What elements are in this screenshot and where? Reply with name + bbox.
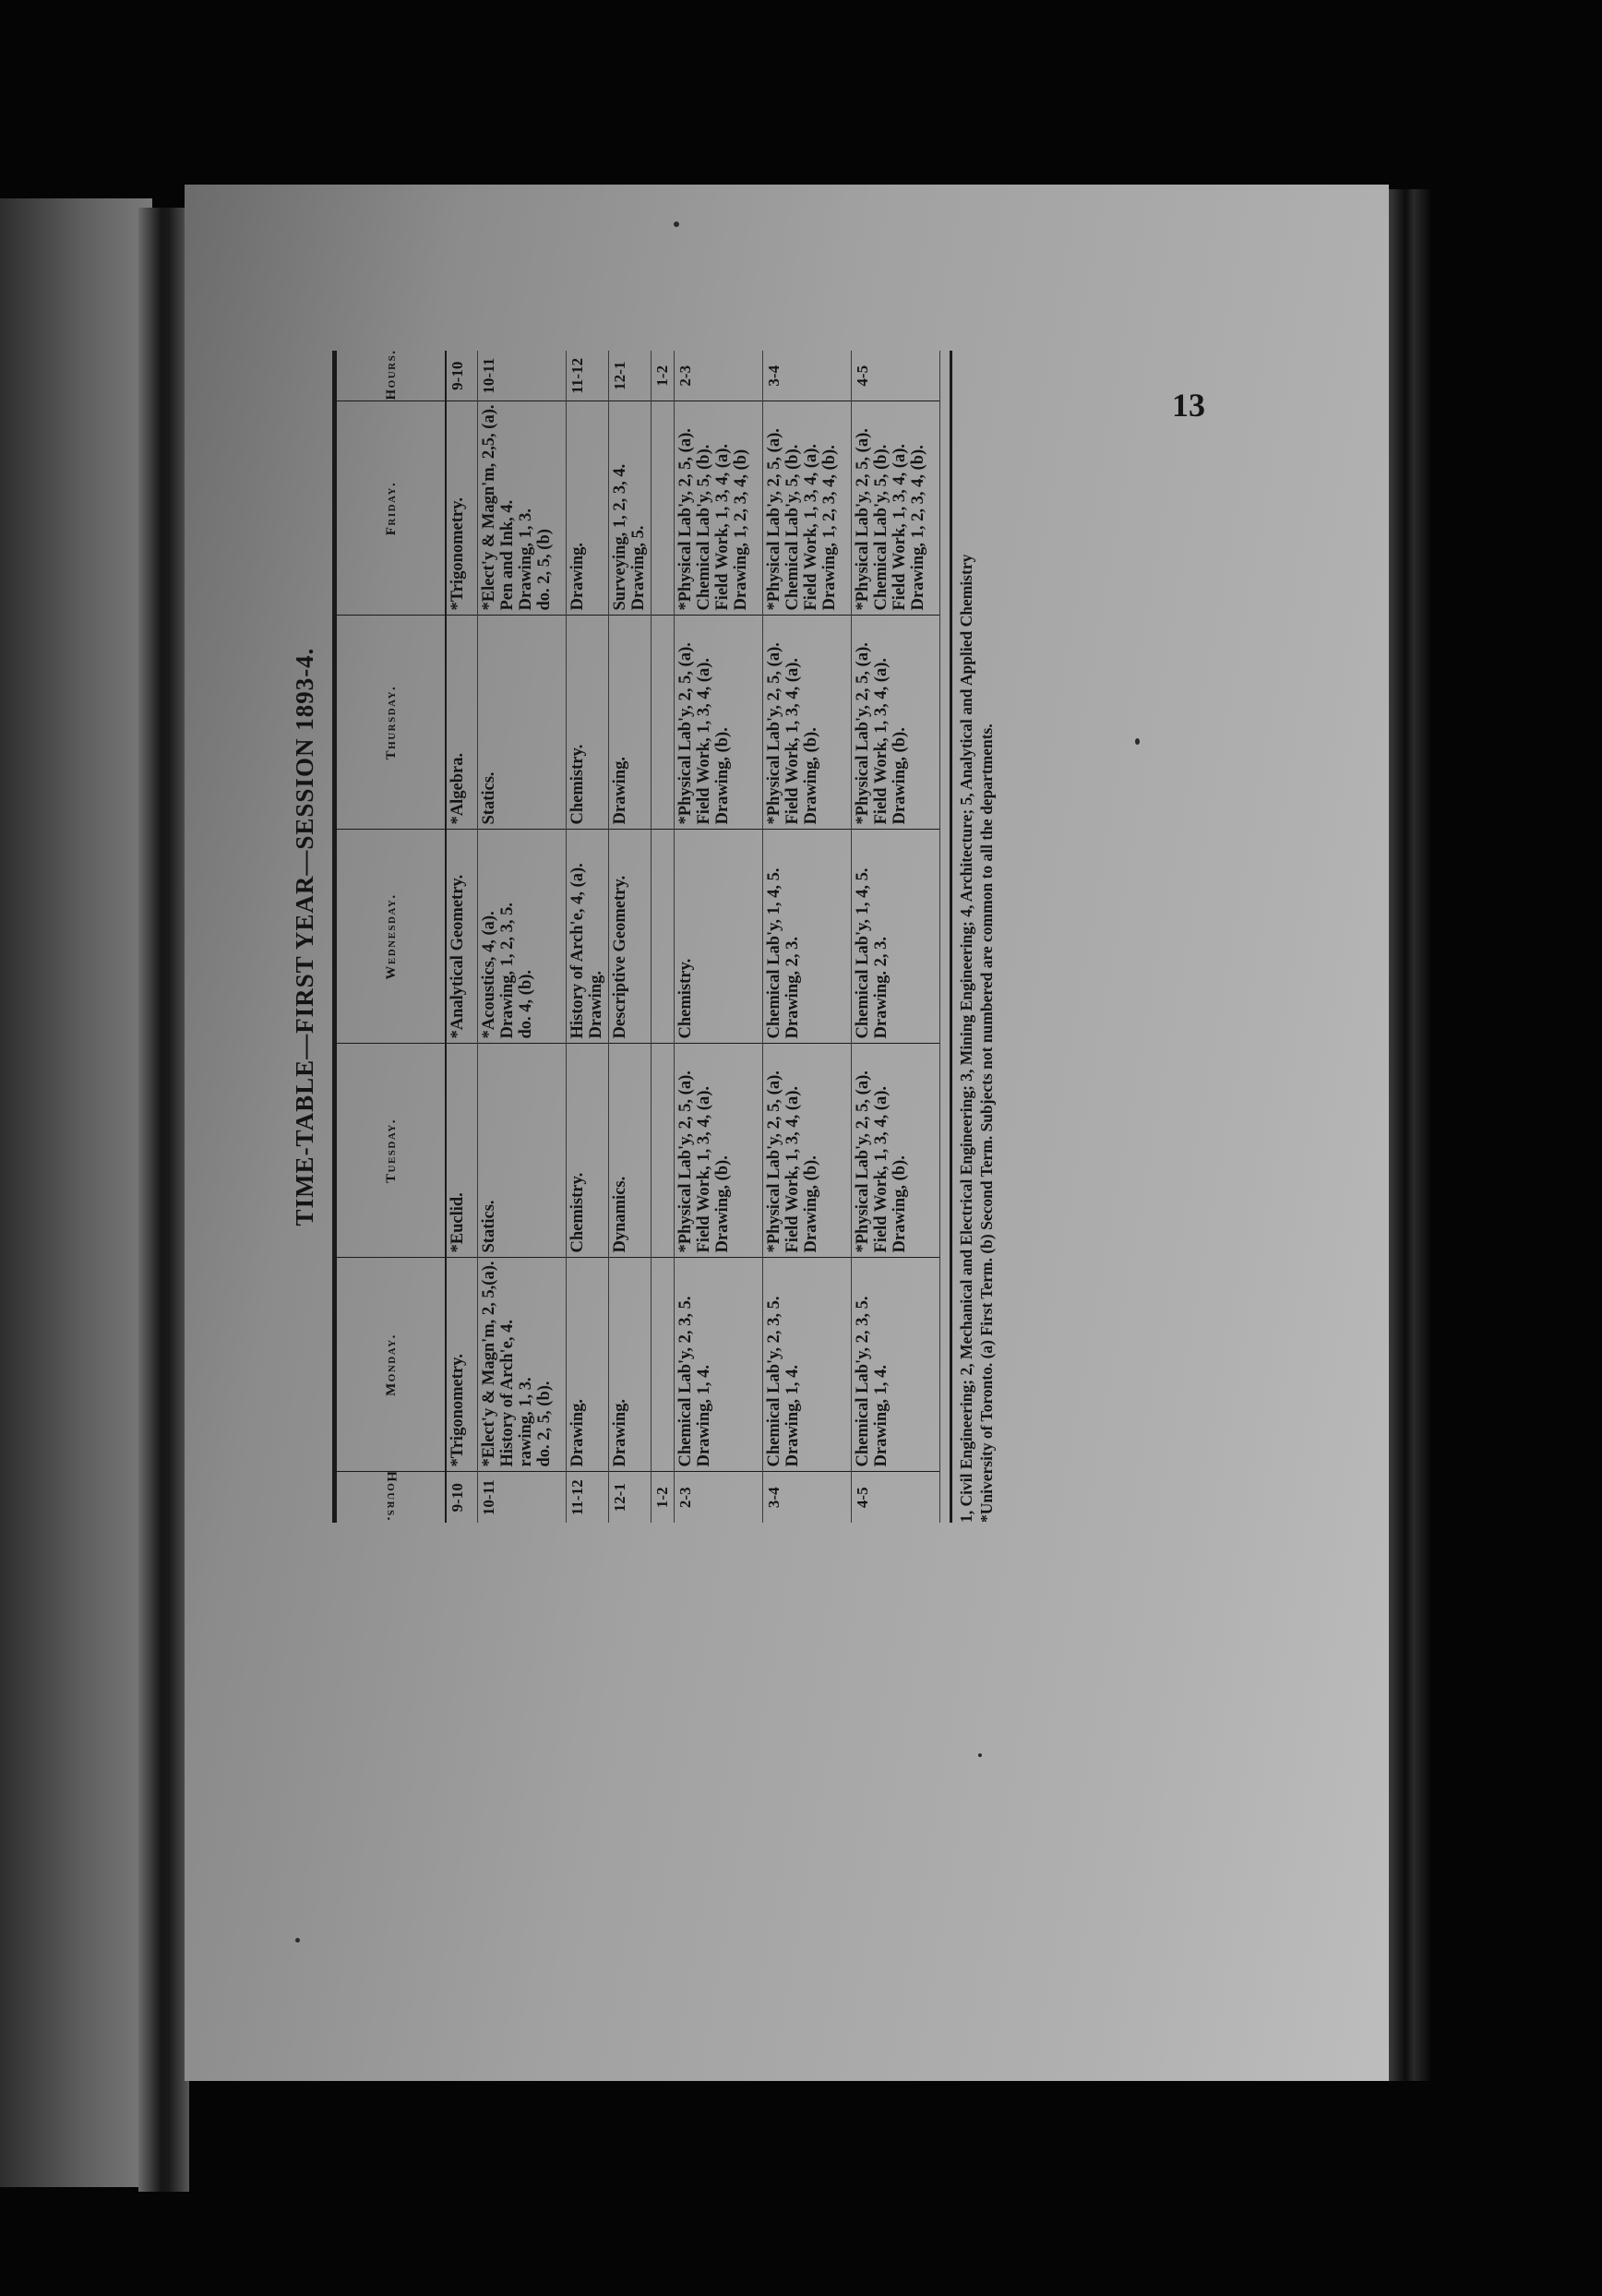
cell-line: do. 2, 5, (b). bbox=[534, 1381, 554, 1467]
cell-line: Field Work, 1, 3, 4, (a). bbox=[783, 1085, 802, 1253]
cell-line: Chemical Lab'y, 2, 3, 5. bbox=[764, 1296, 783, 1467]
hours-header bbox=[335, 1472, 447, 1523]
monday-cell bbox=[608, 1258, 651, 1472]
cell-line: History of Arch'e, 4. bbox=[497, 1320, 517, 1467]
right-page-edge bbox=[1389, 189, 1430, 2081]
table-row bbox=[651, 351, 674, 1523]
timetable bbox=[332, 351, 940, 1523]
tuesday-cell bbox=[608, 1044, 651, 1258]
friday-cell bbox=[851, 401, 939, 616]
hour-cell: 9-10 bbox=[446, 1472, 477, 1523]
hour-cell: 10-11 bbox=[477, 1472, 566, 1523]
hour-cell: 3-4 bbox=[762, 1472, 851, 1523]
cell-line: *Trigonometry. bbox=[448, 1354, 467, 1467]
hour-cell-right: 9-10 bbox=[446, 351, 477, 401]
table-row bbox=[674, 351, 762, 1523]
cell-line: Drawing, (b). bbox=[712, 1155, 732, 1253]
cell-line: Drawing, (b). bbox=[801, 1155, 820, 1253]
cell-line: do. 4, (b). bbox=[516, 969, 535, 1039]
tuesday-cell bbox=[477, 1044, 566, 1258]
paper-speck bbox=[295, 1938, 300, 1943]
wednesday-cell bbox=[674, 830, 762, 1044]
cell-line: *Physical Lab'y, 2, 5, (a). bbox=[675, 428, 695, 611]
cell-line: *Euclid. bbox=[448, 1192, 467, 1253]
cell-line: Field Work, 1, 3, 4, (a). bbox=[783, 657, 802, 825]
friday-cell bbox=[674, 401, 762, 616]
wednesday-cell bbox=[566, 830, 608, 1044]
page-number: 13 bbox=[1172, 387, 1205, 424]
left-page-edge bbox=[0, 198, 152, 2187]
cell-line: Drawing. 2, 3. bbox=[871, 937, 891, 1039]
cell-line: *Physical Lab'y, 2, 5, (a). bbox=[853, 642, 872, 825]
cell-line: Chemical Lab'y, 2, 3, 5. bbox=[675, 1296, 695, 1467]
cell-line: *Physical Lab'y, 2, 5, (a). bbox=[853, 428, 872, 611]
cell-line: *Physical Lab'y, 2, 5, (a). bbox=[853, 1070, 872, 1253]
cell-line: *Elect'y & Magn'm, 2,5, (a). bbox=[479, 404, 498, 611]
cell-line: Dynamics. bbox=[610, 1176, 629, 1253]
hour-cell-right: 1-2 bbox=[651, 351, 674, 401]
paper-speck bbox=[674, 221, 679, 227]
cell-line: *Acoustics, 4, (a). bbox=[479, 911, 498, 1039]
table-row bbox=[477, 351, 566, 1523]
cell-line: Field Work, 1, 3, 4, (a). bbox=[712, 443, 732, 611]
rotated-content bbox=[277, 351, 1006, 1523]
cell-line: Drawing, 1, 4. bbox=[871, 1365, 891, 1467]
cell-line: Chemical Lab'y, 5, (b). bbox=[694, 444, 713, 611]
footnote-terms: *University of Toronto. (a) First Term. (b) Second Term. Subjects not numbered are common to all the departments. bbox=[976, 723, 996, 1523]
paper-speck bbox=[978, 1753, 982, 1757]
wednesday-cell bbox=[762, 830, 851, 1044]
hour-cell: 4-5 bbox=[851, 1472, 939, 1523]
cell-line: Drawing, 1, 3. bbox=[516, 508, 535, 611]
friday-cell bbox=[446, 401, 477, 616]
thursday-cell bbox=[851, 616, 939, 830]
cell-line: Field Work, 1, 3, 4, (a). bbox=[890, 443, 909, 611]
cell-line: Drawing, 5. bbox=[628, 525, 648, 611]
cell-line: *Physical Lab'y, 2, 5, (a). bbox=[764, 428, 783, 611]
tuesday-cell bbox=[674, 1044, 762, 1258]
hour-cell: 2-3 bbox=[674, 1472, 762, 1523]
cell-line: Field Work, 1, 3, 4, (a). bbox=[694, 657, 713, 825]
cell-line: Drawing. bbox=[568, 1399, 587, 1467]
cell-line: Field Work, 1, 3, 4, (a). bbox=[871, 657, 891, 825]
table-row bbox=[608, 351, 651, 1523]
thursday-cell bbox=[477, 616, 566, 830]
tuesday-cell bbox=[446, 1044, 477, 1258]
tuesday-cell bbox=[762, 1044, 851, 1258]
cell-line: Chemical Lab'y, 1, 4, 5. bbox=[764, 867, 783, 1039]
cell-line: Chemistry. bbox=[568, 744, 587, 825]
cell-line: Drawing. bbox=[586, 971, 605, 1039]
cell-line: Field Work, 1, 3, 4, (a). bbox=[694, 1085, 713, 1253]
cell-line: Drawing, 1, 2, 3, 4, (b) bbox=[731, 448, 750, 611]
table-row bbox=[566, 351, 608, 1523]
cell-line: Chemistry. bbox=[675, 958, 695, 1039]
page-title: TIME-TABLE—FIRST YEAR—SESSION 1893-4. bbox=[291, 647, 318, 1226]
cell-line: Pen and Ink, 4. bbox=[497, 499, 517, 611]
cell-line: Chemical Lab'y, 1, 4, 5. bbox=[853, 867, 872, 1039]
monday-cell bbox=[446, 1258, 477, 1472]
table-row bbox=[762, 351, 851, 1523]
thursday-cell bbox=[674, 616, 762, 830]
cell-line: Drawing, 1, 2, 3, 5. bbox=[497, 903, 517, 1039]
header-row bbox=[335, 351, 447, 1523]
thursday-cell bbox=[446, 616, 477, 830]
table-row bbox=[851, 351, 939, 1523]
monday-cell bbox=[851, 1258, 939, 1472]
cell-line: *Physical Lab'y, 2, 5, (a). bbox=[764, 642, 783, 825]
cell-line: *Algebra. bbox=[448, 752, 467, 825]
monday-header: Monday. bbox=[335, 1258, 447, 1472]
cell-line: Descriptive Geometry. bbox=[610, 875, 629, 1039]
wednesday-header: Wednesday. bbox=[335, 830, 447, 1044]
cell-line: *Physical Lab'y, 2, 5, (a). bbox=[675, 642, 695, 825]
cell-line: Field Work, 1, 3, 4, (a). bbox=[801, 443, 820, 611]
cell-line: Drawing, 1, 4. bbox=[694, 1365, 713, 1467]
hours-header-label: Hours. bbox=[383, 1471, 399, 1522]
footnote-departments: 1, Civil Engineering; 2, Mechanical and Electrical Engineering; 3, Mining Engineering; 4, Architecture; 5, Analytical and Applied Chemistry bbox=[956, 554, 975, 1523]
monday-cell bbox=[566, 1258, 608, 1472]
tuesday-header: Tuesday. bbox=[335, 1044, 447, 1258]
cell-line: Chemistry. bbox=[568, 1172, 587, 1253]
cell-line: rawing, 1, 3. bbox=[516, 1377, 535, 1467]
cell-line: History of Arch'e, 4, (a). bbox=[568, 863, 587, 1039]
hour-cell-right: 4-5 bbox=[851, 351, 939, 401]
table-row bbox=[446, 351, 477, 1523]
cell-line: Chemical Lab'y, 5, (b). bbox=[871, 444, 891, 611]
hour-cell-right: 3-4 bbox=[762, 351, 851, 401]
wednesday-cell bbox=[851, 830, 939, 1044]
cell-line: Drawing, (b). bbox=[890, 727, 909, 825]
footnotes bbox=[950, 351, 997, 1523]
cell-line: Field Work, 1, 3, 4, (a). bbox=[871, 1085, 891, 1253]
book-gutter bbox=[138, 208, 189, 2192]
tuesday-cell bbox=[851, 1044, 939, 1258]
cell-line: Drawing. bbox=[568, 543, 587, 611]
monday-cell bbox=[674, 1258, 762, 1472]
monday-cell bbox=[477, 1258, 566, 1472]
hours-header-right: Hours. bbox=[335, 351, 447, 401]
cell-line: *Trigonometry. bbox=[448, 497, 467, 611]
timetable-body bbox=[446, 351, 939, 1523]
thursday-cell bbox=[651, 616, 674, 830]
cell-line: Statics. bbox=[479, 1200, 498, 1253]
paper-speck bbox=[1135, 738, 1140, 745]
hour-cell: 12-1 bbox=[608, 1472, 651, 1523]
friday-cell bbox=[762, 401, 851, 616]
monday-cell bbox=[762, 1258, 851, 1472]
cell-line: Surveying, 1, 2, 3, 4. bbox=[610, 463, 629, 611]
cell-line: Drawing, 2, 3. bbox=[783, 937, 802, 1039]
hour-cell-right: 2-3 bbox=[674, 351, 762, 401]
wednesday-cell bbox=[608, 830, 651, 1044]
monday-cell bbox=[651, 1258, 674, 1472]
cell-line: Drawing. bbox=[610, 757, 629, 825]
friday-cell bbox=[477, 401, 566, 616]
friday-cell bbox=[566, 401, 608, 616]
cell-line: Drawing. bbox=[610, 1399, 629, 1467]
thursday-cell bbox=[566, 616, 608, 830]
hour-cell-right: 12-1 bbox=[608, 351, 651, 401]
cell-line: Drawing, 1, 2, 3, 4, (b). bbox=[819, 445, 839, 611]
friday-cell bbox=[651, 401, 674, 616]
hour-cell: 1-2 bbox=[651, 1472, 674, 1523]
friday-cell bbox=[608, 401, 651, 616]
tuesday-cell bbox=[566, 1044, 608, 1258]
cell-line: do. 2, 5, (b) bbox=[534, 529, 554, 611]
thursday-cell bbox=[762, 616, 851, 830]
wednesday-cell bbox=[477, 830, 566, 1044]
wednesday-cell bbox=[651, 830, 674, 1044]
friday-header: Friday. bbox=[335, 401, 447, 616]
cell-line: *Elect'y & Magn'm, 2, 5,(a). bbox=[479, 1261, 498, 1467]
cell-line: Drawing, (b). bbox=[712, 727, 732, 825]
thursday-header: Thursday. bbox=[335, 616, 447, 830]
cell-line: Drawing, (b). bbox=[801, 727, 820, 825]
tuesday-cell bbox=[651, 1044, 674, 1258]
cell-line: Drawing, (b). bbox=[890, 1155, 909, 1253]
hour-cell: 11-12 bbox=[566, 1472, 608, 1523]
hour-cell-right: 10-11 bbox=[477, 351, 566, 401]
wednesday-cell bbox=[446, 830, 477, 1044]
cell-line: *Physical Lab'y, 2, 5, (a). bbox=[675, 1070, 695, 1253]
cell-line: *Analytical Geometry. bbox=[448, 874, 467, 1039]
hour-cell-right: 11-12 bbox=[566, 351, 608, 401]
cell-line: Chemical Lab'y, 5, (b). bbox=[783, 444, 802, 611]
cell-line: Drawing, 1, 2, 3, 4, (b). bbox=[908, 445, 927, 611]
cell-line: Chemical Lab'y, 2, 3, 5. bbox=[853, 1296, 872, 1467]
cell-line: Statics. bbox=[479, 771, 498, 825]
thursday-cell bbox=[608, 616, 651, 830]
cell-line: Drawing, 1, 4. bbox=[783, 1365, 802, 1467]
cell-line: *Physical Lab'y, 2, 5, (a). bbox=[764, 1070, 783, 1253]
